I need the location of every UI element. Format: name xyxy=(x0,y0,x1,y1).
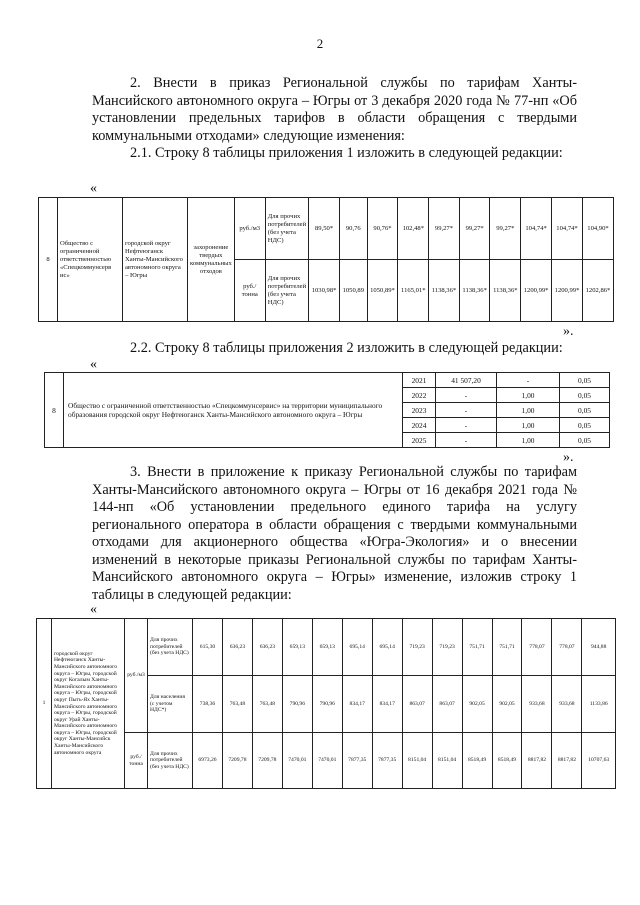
table3-cell: 902,05 xyxy=(462,676,492,733)
table1-desc1: Для прочих потребителей (без учета НДС) xyxy=(265,198,308,260)
table3-cell: 8151,04 xyxy=(432,733,462,789)
table3-cell: 7470,01 xyxy=(282,733,312,789)
table2-cell: 0,05 xyxy=(560,373,610,388)
table1-org: Общество с ограниченной ответственностью «Спецкоммунсерв ис» xyxy=(58,198,123,322)
table2-cell: 1,00 xyxy=(497,418,560,433)
table1-cell: 1050,89* xyxy=(367,260,398,322)
table1-cell: 1030,98* xyxy=(309,260,340,322)
table1-cell: 1202,86* xyxy=(582,260,613,322)
table3-cell: 763,48 xyxy=(222,676,252,733)
table2-cell: 41 507,20 xyxy=(436,373,497,388)
table1-cell: 104,90* xyxy=(582,198,613,260)
table1-unit1: руб./м3 xyxy=(234,198,265,260)
table1-territory: городской округ Нефтеюганск Ханты-Мансийского автономного округа – Югры xyxy=(123,198,188,322)
quote-open-3: « xyxy=(90,602,97,617)
table1-cell: 104,74* xyxy=(521,198,552,260)
table3-cell: 659,13 xyxy=(282,619,312,676)
table1-cell: 99,27* xyxy=(429,198,460,260)
table1-cell: 90,76* xyxy=(367,198,398,260)
table1-cell: 89,50* xyxy=(309,198,340,260)
table2-cell: - xyxy=(436,418,497,433)
table1-cell: 102,48* xyxy=(398,198,429,260)
table3-cell: 7209,78 xyxy=(222,733,252,789)
table3-cell: 8151,04 xyxy=(402,733,432,789)
table1-cell: 1200,99* xyxy=(552,260,583,322)
tariff-table-3 xyxy=(36,618,616,789)
page-number: 2 xyxy=(316,36,324,51)
paragraph-2-2 xyxy=(92,340,577,358)
tariff-table-2 xyxy=(44,372,610,448)
quote-open-2: « xyxy=(90,357,97,372)
table3-cell: 834,17 xyxy=(372,676,402,733)
table2-cell: 0,05 xyxy=(560,418,610,433)
table3-cell: 695,14 xyxy=(342,619,372,676)
table3-cell: 7470,01 xyxy=(312,733,342,789)
table3-cell: 615,30 xyxy=(193,619,223,676)
table3-cell: 6973,26 xyxy=(193,733,223,789)
table3-territory: городской округ Нефтеюганск Ханты-Мансийского автономного округа – Югры, городской округ Когалым Ханты-Мансийского автономного округа – Югры, городской округ Пыть-Ях Ханты-Мансийского автономного округа – Югры, городской округ Урай Ханты-Мансийского автономного округа – Югры, городской округ Ханты-Мансийск Ханты-Мансийского автономного округа xyxy=(52,619,125,789)
table1-cell: 99,27* xyxy=(490,198,521,260)
table2-cell: - xyxy=(436,403,497,418)
quote-open-1: « xyxy=(90,181,97,196)
table1-cell: 1138,36* xyxy=(490,260,521,322)
table3-cell: 933,68 xyxy=(552,676,582,733)
table3-desc2: Для населения (с учетом НДС*) xyxy=(148,676,193,733)
table2-year: 2021 xyxy=(403,373,436,388)
table3-cell: 1133,86 xyxy=(582,676,616,733)
table3-num: 1 xyxy=(37,619,52,789)
table2-cell: 1,00 xyxy=(497,433,560,448)
quote-close-2: ». xyxy=(563,450,574,465)
table3-cell: 902,05 xyxy=(492,676,522,733)
table3-cell: 778,07 xyxy=(522,619,552,676)
table1-cell: 1200,99* xyxy=(521,260,552,322)
paragraph-3-text: 3. Внести в приложение к приказу Региональной службы по тарифам Ханты-Мансийского автономного округа – Югры от 16 декабря 2021 года № 144-нп «Об установлении предельного единого тарифа на услугу регионального оператора в области обращения с твердыми коммунальными отходами для акционерного общества «Югра-Экология» и о внесении изменений в некоторые приказы Региональной службы по тарифам Ханты-Мансийского автономного округа – Югры» изменение, изложив строку 1 таблицы в следующей редакции: xyxy=(92,464,577,603)
table1-unit2: руб./тонна xyxy=(234,260,265,322)
table3-cell: 933,68 xyxy=(522,676,552,733)
table1-activity: захоронение твердых коммунальных отходов xyxy=(188,198,235,322)
table2-year: 2022 xyxy=(403,388,436,403)
table1-cell: 104,74* xyxy=(552,198,583,260)
table3-cell: 778,07 xyxy=(552,619,582,676)
table3-unit2: руб./тонна xyxy=(125,733,148,789)
table3-cell: 8518,49 xyxy=(462,733,492,789)
paragraph-2-2-text: 2.2. Строку 8 таблицы приложения 2 изложить в следующей редакции: xyxy=(130,340,563,356)
table3-cell: 10707,63 xyxy=(582,733,616,789)
table3-cell: 863,07 xyxy=(432,676,462,733)
paragraph-2-text: 2. Внести в приказ Региональной службы по тарифам Ханты-Мансийского автономного округа – Югры от 3 декабря 2020 года № 77-нп «Об установлении предельных тарифов в области обращения с твердыми коммунальными отходами» следующие изменения: xyxy=(92,75,577,144)
table2-year: 2023 xyxy=(403,403,436,418)
table2-cell: 1,00 xyxy=(497,403,560,418)
table3-cell: 8817,82 xyxy=(552,733,582,789)
paragraph-2-1-text: 2.1. Строку 8 таблицы приложения 1 изложить в следующей редакции: xyxy=(130,145,563,161)
table2-cell: 1,00 xyxy=(497,388,560,403)
table2-year: 2025 xyxy=(403,433,436,448)
paragraph-3 xyxy=(92,464,577,604)
table3-cell: 695,14 xyxy=(372,619,402,676)
table1-cell: 90,76 xyxy=(340,198,368,260)
table3-cell: 8817,82 xyxy=(522,733,552,789)
table3-cell: 834,17 xyxy=(342,676,372,733)
quote-close-1: ». xyxy=(563,324,574,339)
table3-cell: 719,23 xyxy=(432,619,462,676)
tariff-table-1 xyxy=(38,197,614,322)
table3-cell: 944,88 xyxy=(582,619,616,676)
table1-cell: 1138,36* xyxy=(459,260,490,322)
table2-cell: 0,05 xyxy=(560,388,610,403)
paragraph-2-1 xyxy=(92,145,577,163)
table3-cell: 636,23 xyxy=(252,619,282,676)
table3-desc1: Для прочих потребителей (без учета НДС) xyxy=(148,619,193,676)
table2-cell: 0,05 xyxy=(560,403,610,418)
table3-cell: 659,13 xyxy=(312,619,342,676)
table2-cell: - xyxy=(497,373,560,388)
table1-cell: 99,27* xyxy=(459,198,490,260)
table3-cell: 8518,49 xyxy=(492,733,522,789)
table3-cell: 7877,35 xyxy=(372,733,402,789)
table3-cell: 790,96 xyxy=(282,676,312,733)
table3-cell: 751,71 xyxy=(462,619,492,676)
table3-cell: 7877,35 xyxy=(342,733,372,789)
table3-cell: 738,36 xyxy=(193,676,223,733)
table1-cell: 1138,36* xyxy=(429,260,460,322)
table3-cell: 636,23 xyxy=(222,619,252,676)
table2-cell: - xyxy=(436,433,497,448)
table2-cell: 0,05 xyxy=(560,433,610,448)
table1-num: 8 xyxy=(39,198,58,322)
table3-cell: 719,23 xyxy=(402,619,432,676)
table2-org: Общество с ограниченной ответственностью «Спецкоммунсервис» на территории муниципального образования городской округ Нефтеюганск Ханты-Мансийского автономного округа – Югры xyxy=(64,373,403,448)
table1-desc2: Для прочих потребителей (без учета НДС) xyxy=(265,260,308,322)
table3-cell: 751,71 xyxy=(492,619,522,676)
table3-cell: 863,07 xyxy=(402,676,432,733)
table3-cell: 763,48 xyxy=(252,676,282,733)
table3-cell: 790,96 xyxy=(312,676,342,733)
table3-unit1: руб./м3 xyxy=(125,619,148,733)
table1-cell: 1050,89 xyxy=(340,260,368,322)
table1-cell: 1165,01* xyxy=(398,260,429,322)
table2-cell: - xyxy=(436,388,497,403)
table3-cell: 7209,78 xyxy=(252,733,282,789)
table2-num: 8 xyxy=(45,373,64,448)
table2-year: 2024 xyxy=(403,418,436,433)
table3-desc3: Для прочих потребителей (без учета НДС) xyxy=(148,733,193,789)
paragraph-2 xyxy=(92,75,577,145)
